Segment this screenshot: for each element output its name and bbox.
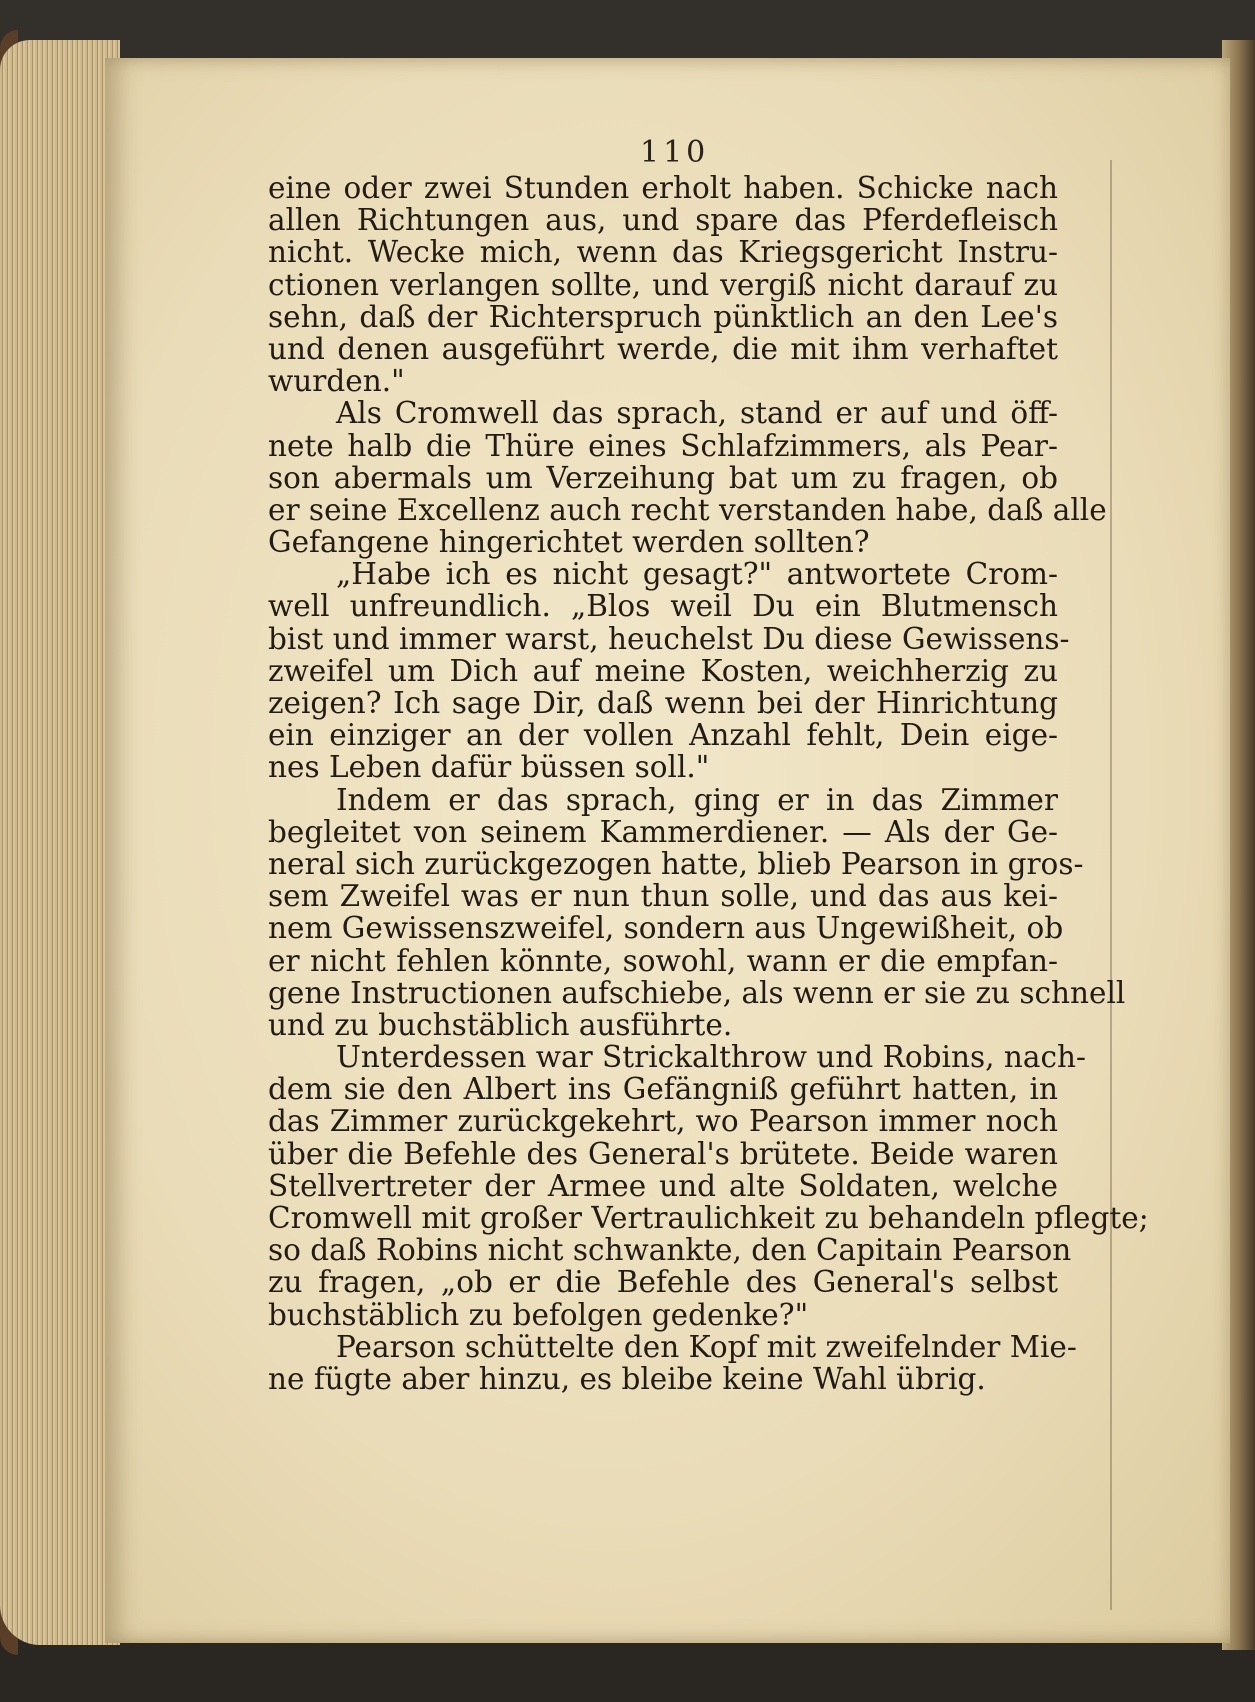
text-line: Gefangene hingerichtet werden sollten? bbox=[268, 525, 870, 560]
text-line: ctionen verlangen sollte, und vergiß nicht darauf zu bbox=[268, 267, 1058, 302]
text-line: allen Richtungen aus, und spare das Pferdefleisch bbox=[268, 203, 1058, 238]
page-text bbox=[268, 171, 1149, 1396]
text-line: Pearson schüttelte den Kopf mit zweifelnder Mie- bbox=[336, 1329, 1077, 1364]
text-line: und zu buchstäblich ausführte. bbox=[268, 1007, 733, 1042]
text-line: über die Befehle des General's brütete. Beide waren bbox=[268, 1136, 1058, 1171]
text-line: zu fragen, „ob er die Befehle des General's selbst bbox=[268, 1265, 1058, 1300]
text-line: neral sich zurückgezogen hatte, blieb Pearson in gros- bbox=[268, 846, 1084, 881]
text-line: begleitet von seinem Kammerdiener. — Als der Ge- bbox=[268, 814, 1058, 849]
text-line: son abermals um Verzeihung bat um zu fragen, ob bbox=[268, 460, 1058, 495]
text-line: nes Leben dafür büssen soll." bbox=[268, 750, 710, 785]
text-line: „Habe ich es nicht gesagt?" antwortete Crom- bbox=[336, 557, 1058, 592]
text-line: bist und immer warst, heuchelst Du diese Gewissens- bbox=[268, 621, 1070, 656]
text-line: und denen ausgeführt werde, die mit ihm verhaftet bbox=[268, 331, 1058, 366]
text-line: buchstäblich zu befolgen gedenke?" bbox=[268, 1297, 809, 1332]
text-line: zeigen? Ich sage Dir, daß wenn bei der Hinrichtung bbox=[268, 686, 1058, 720]
text-line: nem Gewissenszweifel, sondern aus Ungewißheit, ob bbox=[268, 911, 1064, 946]
text-line: ne fügte aber hinzu, es bleibe keine Wahl übrig. bbox=[268, 1361, 986, 1396]
text-line: er seine Excellenz auch recht verstanden habe, daß alle bbox=[268, 492, 1107, 527]
text-line: sehn, daß der Richterspruch pünktlich an den Lee's bbox=[268, 299, 1058, 334]
margin-rule bbox=[1110, 160, 1112, 1610]
text-line: gene Instructionen aufschiebe, als wenn er sie zu schnell bbox=[268, 975, 1126, 1010]
text-line: zweifel um Dich auf meine Kosten, weichherzig zu bbox=[268, 653, 1058, 688]
text-line: Stellvertreter der Armee und alte Soldaten, welche bbox=[268, 1168, 1058, 1203]
text-line: das Zimmer zurückgekehrt, wo Pearson immer noch bbox=[268, 1104, 1058, 1139]
text-line: Cromwell mit großer Vertraulichkeit zu behandeln pflegte; bbox=[268, 1201, 1149, 1235]
text-line: Als Cromwell das sprach, stand er auf und öff- bbox=[336, 396, 1058, 431]
text-line: ein einziger an der vollen Anzahl fehlt, Dein eige- bbox=[268, 718, 1058, 753]
text-line: sem Zweifel was er nun thun solle, und das aus kei- bbox=[268, 879, 1058, 914]
page-stack-edge bbox=[0, 40, 120, 1645]
text-line: Indem er das sprach, ging er in das Zimmer bbox=[336, 782, 1058, 817]
text-line: so daß Robins nicht schwankte, den Capitain Pearson bbox=[268, 1233, 1072, 1268]
page-number: 110 bbox=[640, 135, 710, 170]
text-line: nicht. Wecke mich, wenn das Kriegsgericht Instru- bbox=[268, 235, 1058, 270]
text-line: er nicht fehlen könnte, sowohl, wann er die empfan- bbox=[268, 943, 1058, 978]
text-line: well unfreundlich. „Blos weil Du ein Blutmensch bbox=[268, 589, 1058, 624]
text-line: eine oder zwei Stunden erholt haben. Schicke nach bbox=[268, 171, 1058, 205]
text-line: nete halb die Thüre eines Schlafzimmers, als Pear- bbox=[268, 428, 1058, 463]
text-line: wurden." bbox=[268, 364, 405, 399]
text-line: dem sie den Albert ins Gefängniß geführt hatten, in bbox=[268, 1072, 1058, 1107]
text-line: Unterdessen war Strickalthrow und Robins, nach- bbox=[336, 1040, 1086, 1075]
